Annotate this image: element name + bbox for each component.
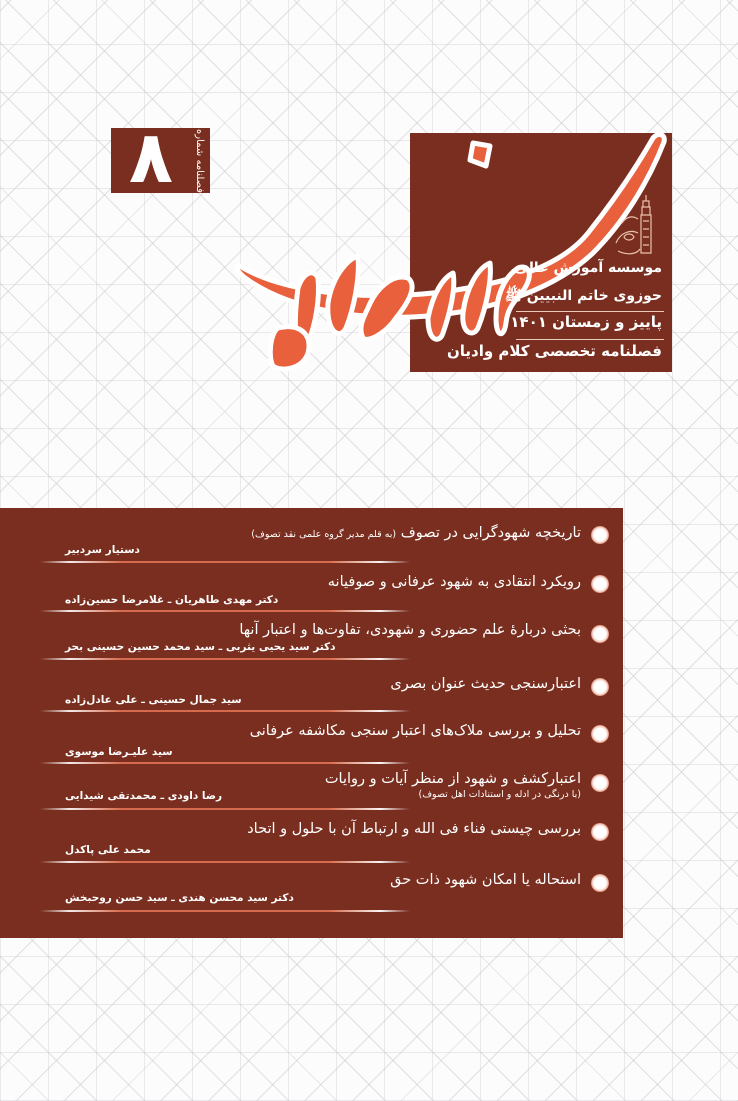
toc-divider (40, 762, 410, 764)
toc-item-title[interactable] (251, 525, 581, 541)
bullet-icon (591, 678, 609, 696)
bullet-icon (591, 575, 609, 593)
toc-item-title[interactable]: تحلیل و بررسی ملاک‌های اعتبار سنجی مکاشفه عرفانی (249, 723, 581, 739)
journal-name: فصلنامه تخصصی کلام وادیان (446, 342, 662, 360)
toc-item-title[interactable]: بررسی چیستی فناء فی الله و ارتباط آن با حلول و اتحاد (247, 821, 581, 837)
toc-divider (40, 610, 410, 612)
toc-item-title[interactable]: استحاله یا امکان شهود ذات حق (390, 872, 581, 888)
bullet-icon (591, 625, 609, 643)
toc-item-author: سید جمال حسینی ـ علی عادل‌زاده (65, 694, 242, 706)
institution-line-2: حوزوی خاتم النبیین ﷺ (504, 288, 662, 304)
issue-number: ۸ (129, 115, 173, 199)
minaret-emblem-icon (612, 193, 660, 258)
toc-item-subnote: (با درنگی در ادله و استنادات اهل تصوف) (418, 789, 581, 800)
toc-item-title[interactable]: اعتبارسنجی حدیث عنوان بصری (390, 676, 581, 692)
toc-divider (40, 808, 410, 810)
toc-item-title[interactable]: رویکرد انتقادی به شهود عرفانی و صوفیانه (327, 574, 581, 590)
journal-title-calligraphy (228, 128, 678, 378)
toc-item-title[interactable]: اعتبارکشف و شهود از منظر آیات و روایات (324, 771, 581, 787)
issue-number-box (111, 115, 210, 199)
toc-item-title[interactable]: بحثی دربارهٔ علم حضوری و شهودی، تفاوت‌ها و اعتبار آنها (239, 622, 581, 638)
bullet-icon (591, 823, 609, 841)
bullet-icon (591, 874, 609, 892)
toc-item-author: رضا داودی ـ محمدتقی شیدایی (65, 790, 223, 802)
toc-divider (40, 910, 410, 912)
toc-divider (40, 710, 410, 712)
header-divider (516, 311, 664, 312)
header-divider (516, 339, 664, 340)
toc-item-author: دکتر مهدی طاهریان ـ غلامرضا حسین‌زاده (65, 594, 279, 606)
bullet-icon (591, 774, 609, 792)
season-label: پاییز و زمستان ۱۴۰۱ (510, 313, 662, 331)
table-of-contents (0, 508, 623, 938)
toc-divider (40, 861, 410, 863)
institution-line-1: موسسه آموزش عالی (514, 260, 662, 276)
toc-item-author: دکتر سید محسن هندی ـ سید حسن روحبخش (65, 892, 294, 904)
toc-item-author: محمد علی پاکدل (65, 844, 151, 856)
article-note: (به قلم مدیر گروه علمی نقد تصوف) (251, 529, 397, 540)
bullet-icon (591, 725, 609, 743)
toc-divider (40, 658, 410, 660)
toc-item-author: دکتر سید یحیی یثربی ـ سید محمد حسین حسینی بحر (65, 641, 336, 653)
article-title: تاریخچه شهودگرایی در تصوف (400, 525, 581, 541)
issue-label: فصلنامه شماره (194, 128, 205, 193)
toc-divider (40, 561, 410, 563)
bullet-icon (591, 526, 609, 544)
toc-item-author: سید علیـرضا موسوی (65, 746, 173, 758)
toc-item-author: دستیار سردبیر (65, 544, 140, 556)
